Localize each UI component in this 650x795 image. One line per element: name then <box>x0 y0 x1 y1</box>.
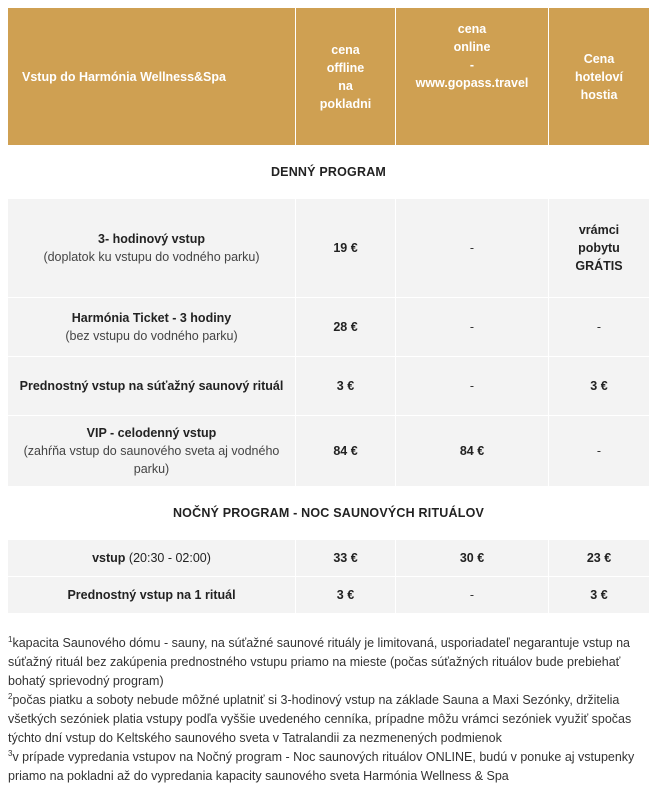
header-hotel-guests-price: Cena hoteloví hostia <box>549 8 650 146</box>
header-online-price: cena online - www.gopass.travel <box>396 8 549 146</box>
online-price: - <box>396 199 549 298</box>
online-price: - <box>396 298 549 357</box>
footnotes <box>7 634 649 786</box>
table-row <box>8 416 650 487</box>
price-table <box>7 7 650 614</box>
offline-price: 33 € <box>296 540 396 577</box>
offline-price: 3 € <box>296 357 396 416</box>
hotel-price: - <box>549 416 650 487</box>
hotel-price: vrámci pobytu GRÁTIS <box>549 199 650 298</box>
online-price: - <box>396 577 549 614</box>
table-header <box>8 8 650 146</box>
page-content <box>7 7 649 786</box>
entry-name: vstup (20:30 - 02:00) <box>8 540 296 577</box>
hotel-price: 3 € <box>549 577 650 614</box>
table-row <box>8 357 650 416</box>
hotel-price: 23 € <box>549 540 650 577</box>
online-price: 30 € <box>396 540 549 577</box>
section-day-program <box>8 146 650 199</box>
offline-price: 19 € <box>296 199 396 298</box>
hotel-price: 3 € <box>549 357 650 416</box>
header-entry-column: Vstup do Harmónia Wellness&Spa <box>8 8 296 146</box>
table-row <box>8 577 650 614</box>
footnote: $^1$kapacita Saunového dómu - sauny, na súťažné saunové rituály je limitovaná, usporiadateľ negarantuje vstup na súťažný rituál bez zakúpenia prednostného vstupu priamo na mieste (počas súťažných rituálov bude prebiehať bohatý sprievodný program) <box>8 635 630 688</box>
entry-name: Prednostný vstup na 1 rituál <box>8 577 296 614</box>
footnote: $^2$počas piatku a soboty nebude môžné uplatniť si 3-hodinový vstup na základe Sauna a Maxi Sezónky, držitelia všetkých sezóniek platia vstupy podľa vyššie uvedeného cenníka, prípadne môžu vrámci sezóniek využiť spočas týchto dní vstup do Keltského saunového sveta v Tatralandii za nezmenených podmienok <box>8 692 632 745</box>
section-night-program <box>8 487 650 540</box>
entry-name: 3- hodinový vstup (doplatok ku vstupu do vodného parku) <box>8 199 296 298</box>
table-row <box>8 540 650 577</box>
online-price: - <box>396 357 549 416</box>
table-row <box>8 199 650 298</box>
offline-price: 3 € <box>296 577 396 614</box>
table-row <box>8 298 650 357</box>
offline-price: 28 € <box>296 298 396 357</box>
section-title: NOČNÝ PROGRAM - NOC SAUNOVÝCH RITUÁLOV <box>8 487 650 540</box>
entry-name: Harmónia Ticket - 3 hodiny (bez vstupu do vodného parku) <box>8 298 296 357</box>
entry-name: Prednostný vstup na súťažný saunový rituál <box>8 357 296 416</box>
offline-price: 84 € <box>296 416 396 487</box>
section-title: DENNÝ PROGRAM <box>8 146 650 199</box>
entry-name: VIP - celodenný vstup (zahŕňa vstup do saunového sveta aj vodného parku) <box>8 416 296 487</box>
online-price: 84 € <box>396 416 549 487</box>
header-offline-price: cena offline na pokladni <box>296 8 396 146</box>
footnote: $^3$v prípade vypredania vstupov na Nočný program - Noc saunových rituálov ONLINE, budú v ponuke aj vstupenky priamo na pokladni až do vypredania kapacity saunového sveta Harmónia Wellness & Spa <box>8 749 635 783</box>
hotel-price: - <box>549 298 650 357</box>
